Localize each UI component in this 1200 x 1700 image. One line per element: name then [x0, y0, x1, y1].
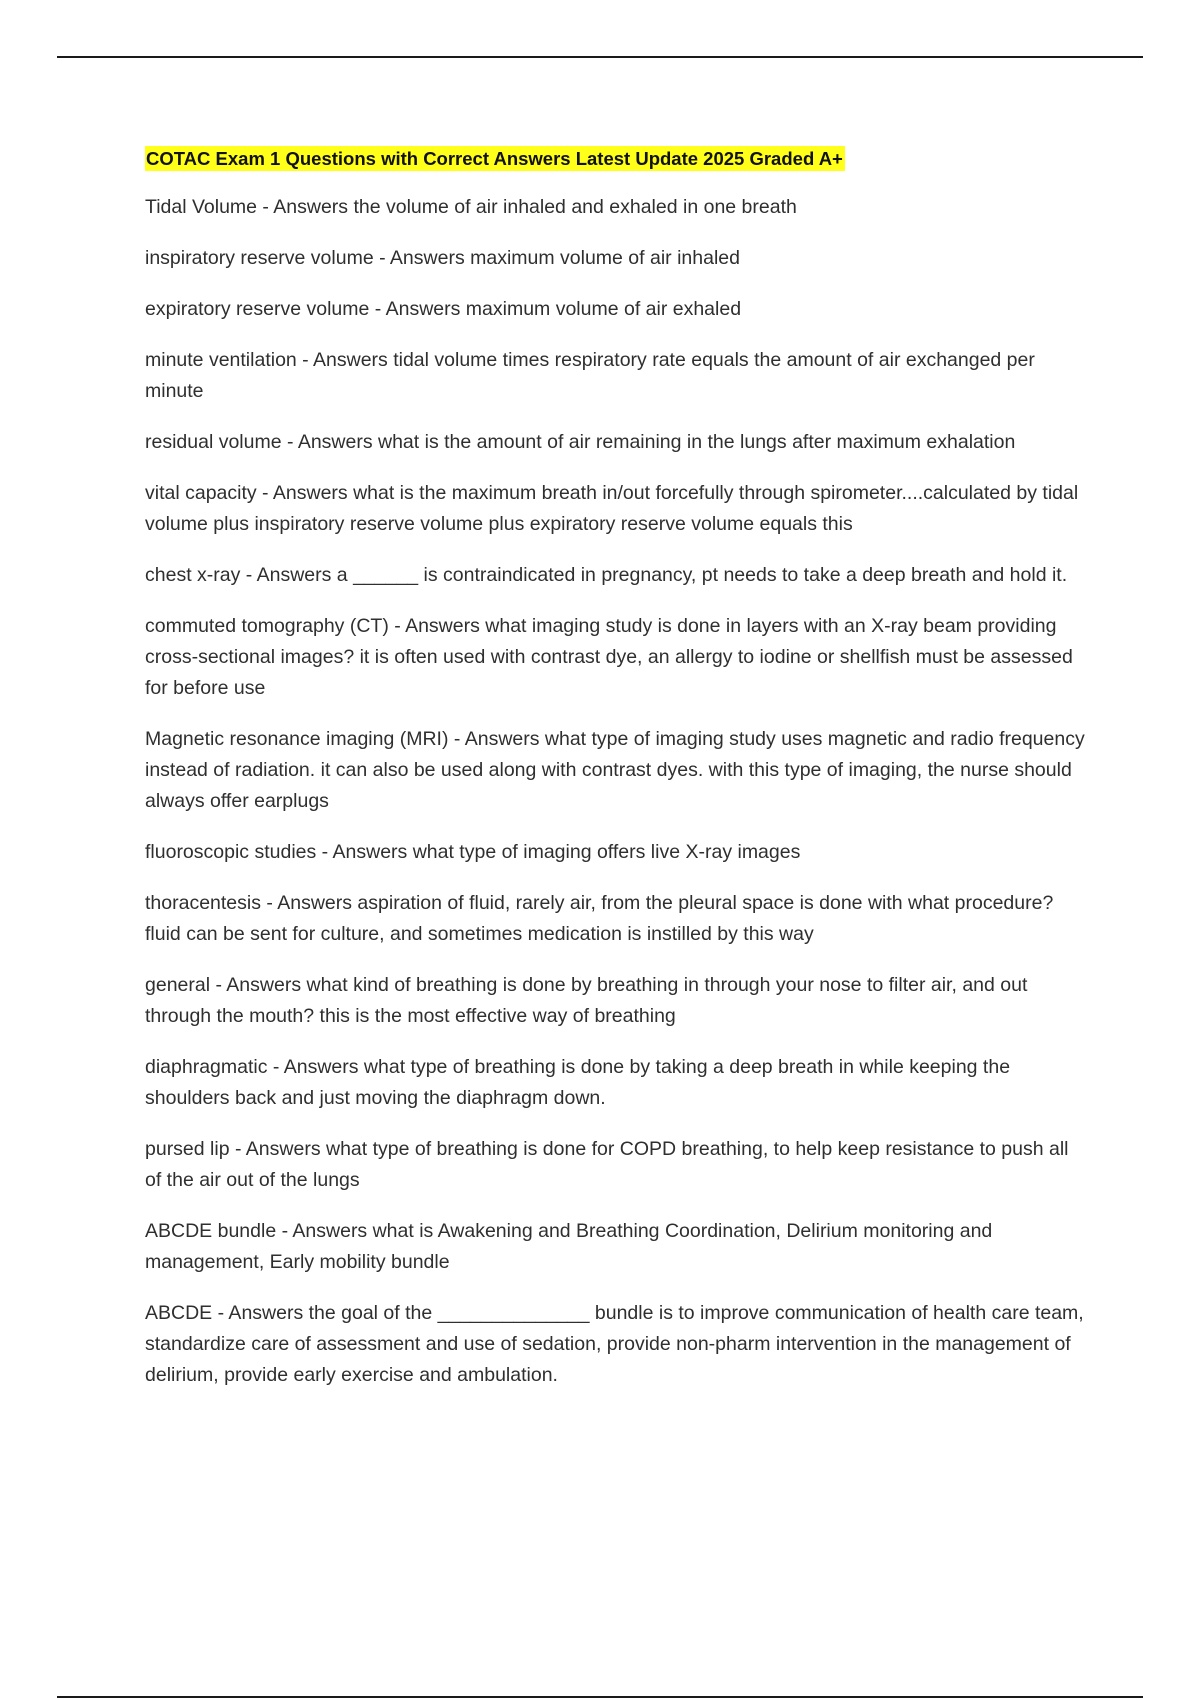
entry-abcde: ABCDE - Answers the goal of the ______________ bundle is to improve communication of health care team, standardize care of assessment and use of sedation, provide non-pharm intervention in the management of delirium, provide early exercise and ambulation.	[145, 1302, 1084, 1386]
title-block	[145, 143, 1090, 174]
entry-chest-x-ray: chest x-ray - Answers a ______ is contraindicated in pregnancy, pt needs to take a deep breath and hold it.	[145, 564, 1068, 586]
entry-tidal-volume: Tidal Volume - Answers the volume of air inhaled and exhaled in one breath	[145, 196, 797, 218]
entry-diaphragmatic: diaphragmatic - Answers what type of breathing is done by taking a deep breath in while keeping the shoulders back and just moving the diaphragm down.	[145, 1056, 1011, 1109]
entry-expiratory-reserve-volume: expiratory reserve volume - Answers maximum volume of air exhaled	[145, 298, 742, 320]
entry-fluoroscopic-studies: fluoroscopic studies - Answers what type of imaging offers live X-ray images	[145, 841, 801, 863]
footer-rule	[57, 1696, 1143, 1698]
entry-residual-volume: residual volume - Answers what is the amount of air remaining in the lungs after maximum exhalation	[145, 431, 1016, 453]
entry-pursed-lip: pursed lip - Answers what type of breathing is done for COPD breathing, to help keep resistance to push all of the air out of the lungs	[145, 1138, 1069, 1191]
entry-inspiratory-reserve-volume: inspiratory reserve volume - Answers maximum volume of air inhaled	[145, 247, 740, 269]
entry-abcde-bundle: ABCDE bundle - Answers what is Awakening and Breathing Coordination, Delirium monitoring and management, Early mobility bundle	[145, 1220, 993, 1273]
document-title: COTAC Exam 1 Questions with Correct Answers Latest Update 2025 Graded A+	[146, 148, 843, 169]
entry-computed-tomography: commuted tomography (CT) - Answers what imaging study is done in layers with an X-ray beam providing cross-sectional images? it is often used with contrast dye, an allergy to iodine or shellfish must be assessed for before use	[145, 615, 1073, 699]
document-body	[145, 143, 1090, 1411]
entry-general-breathing: general - Answers what kind of breathing is done by breathing in through your nose to filter air, and out through the mouth? this is the most effective way of breathing	[145, 974, 1028, 1027]
entry-vital-capacity: vital capacity - Answers what is the maximum breath in/out forcefully through spirometer....calculated by tidal volume plus inspiratory reserve volume plus expiratory reserve volume equals this	[145, 482, 1079, 535]
entry-minute-ventilation: minute ventilation - Answers tidal volume times respiratory rate equals the amount of air exchanged per minute	[145, 349, 1035, 402]
header-rule	[57, 56, 1143, 58]
entry-mri: Magnetic resonance imaging (MRI) - Answers what type of imaging study uses magnetic and radio frequency instead of radiation. it can also be used along with contrast dyes. with this type of imaging, the nurse should always offer earplugs	[145, 728, 1085, 812]
entry-thoracentesis: thoracentesis - Answers aspiration of fluid, rarely air, from the pleural space is done with what procedure? fluid can be sent for culture, and sometimes medication is instilled by this way	[145, 892, 1054, 945]
